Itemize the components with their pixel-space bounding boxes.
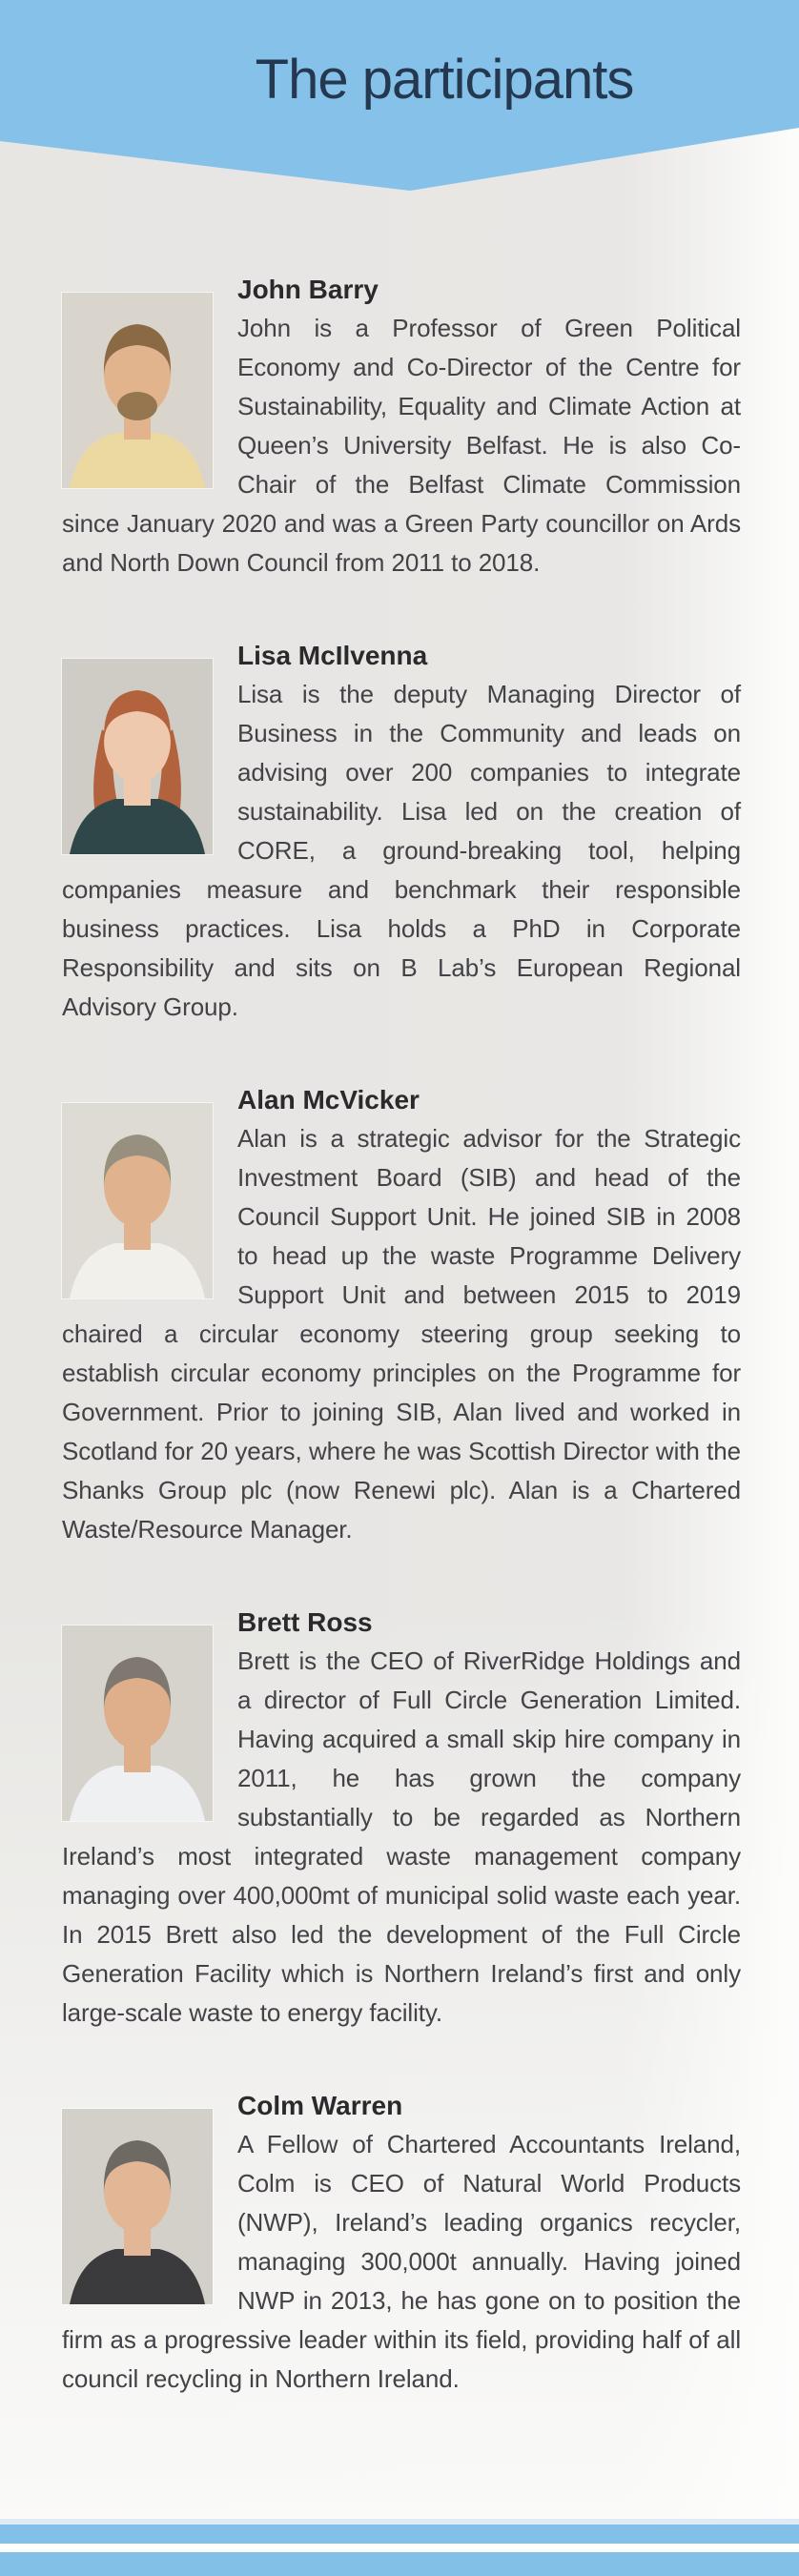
participant-section (62, 636, 741, 1027)
footer-stripe-gap (0, 2544, 799, 2552)
participant-photo (62, 293, 213, 488)
participant-section (62, 2086, 741, 2399)
participant-photo (62, 1103, 213, 1298)
participant-bio: A Fellow of Chartered Accountants Ireland, Colm is CEO of Natural World Products (NWP), Ireland’s leading organics recycler, managing 300,000t annually. Having joined NWP in 2013, he has gone on to position the firm as a progressive leader within its field, providing half of all council recycling in Northern Ireland. (62, 2130, 741, 2393)
participant-bio: Lisa is the deputy Managing Director of Business in the Community and leads on advising over 200 companies to integrate sustainability. Lisa led on the creation of CORE, a ground-breaking tool, helping companies measure and benchmark their responsible business practices. Lisa holds a PhD in Corporate Responsibility and sits on B Lab’s European Regional Advisory Group. (62, 680, 741, 1021)
person-portrait-illustration (62, 1103, 213, 1298)
participant-bio: Alan is a strategic advisor for the Strategic Investment Board (SIB) and head of the Council Support Unit. He joined SIB in 2008 to head up the waste Programme Delivery Support Unit and between 2015 to 2019 chaired a circular economy steering group seeking to establish circular economy principles on the Programme for Government. Prior to joining SIB, Alan lived and worked in Scotland for 20 years, where he was Scottish Director with the Shanks Group plc (now Renewi plc). Alan is a Chartered Waste/Resource Manager. (62, 1124, 741, 1544)
participant-name: Lisa McIlvenna (237, 641, 428, 670)
person-portrait-illustration (62, 1625, 213, 1821)
footer-stripe-top (0, 2525, 799, 2544)
participant-photo (62, 2109, 213, 2304)
participant-section (62, 1080, 741, 1549)
participant-bio: John is a Professor of Green Political Economy and Co-Director of the Centre for Sustainability, Equality and Climate Action at Queen’s University Belfast. He is also Co-Chair of the Belfast Climate Commission since January 2020 and was a Green Party councillor on Ards and North Down Council from 2011 to 2018. (62, 314, 741, 577)
footer-stripes (0, 2519, 799, 2576)
footer-stripe-bottom (0, 2552, 799, 2576)
person-portrait-illustration (62, 2109, 213, 2304)
participant-name: John Barry (237, 275, 379, 304)
participant-name: Alan McVicker (237, 1085, 420, 1114)
person-portrait-illustration (62, 659, 213, 854)
person-portrait-illustration (62, 293, 213, 488)
participant-bio: Brett is the CEO of RiverRidge Holdings and a director of Full Circle Generation Limited. Having acquired a small skip hire company in 2011, he has grown the company substantially to be regarded as Northern Ireland’s most integrated waste management company managing over 400,000mt of municipal solid waste each year. In 2015 Brett also led the development of the Full Circle Generation Facility which is Northern Ireland’s first and only large-scale waste to energy facility. (62, 1646, 741, 2027)
participant-photo (62, 659, 213, 854)
participant-name: Brett Ross (237, 1607, 373, 1637)
participant-photo (62, 1625, 213, 1821)
participant-section (62, 270, 741, 583)
participant-section (62, 1603, 741, 2033)
participant-name: Colm Warren (237, 2091, 403, 2120)
page-title: The participants (255, 49, 634, 111)
